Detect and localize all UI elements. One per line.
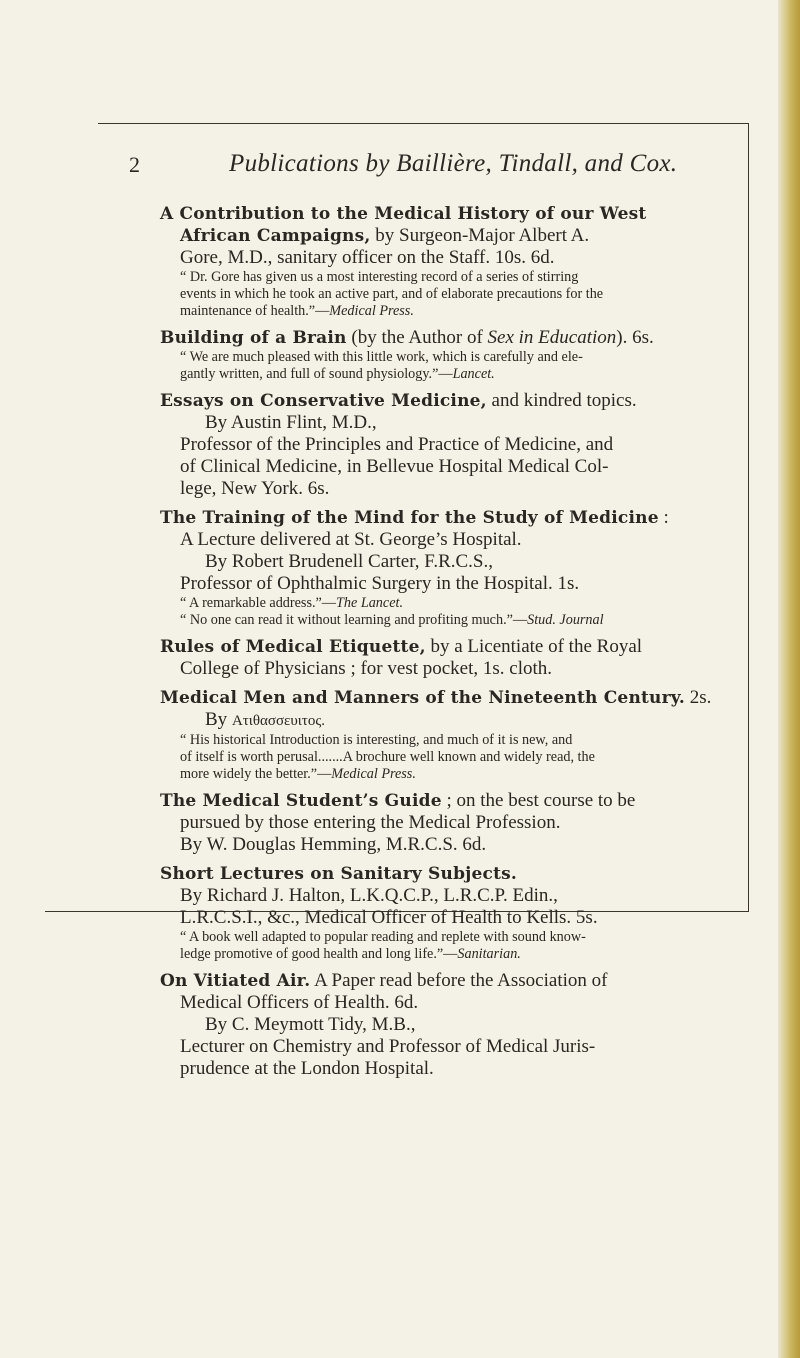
entry-author: by Surgeon-Major Albert A. bbox=[370, 225, 590, 246]
review-text: more widely the better.”— bbox=[180, 766, 332, 782]
entry-detail: of Clinical Medicine, in Bellevue Hospital Medical Col- bbox=[180, 456, 609, 477]
entry-detail: lege, New York. 6s. bbox=[180, 478, 330, 499]
top-rule bbox=[98, 123, 748, 124]
page-header bbox=[129, 152, 749, 186]
entry-detail: prudence at the London Hospital. bbox=[180, 1058, 434, 1079]
entry-title: Short Lectures on Sanitary Subjects. bbox=[160, 864, 518, 884]
review-text: “ A remarkable address.”— bbox=[180, 595, 336, 611]
entry-medical-etiquette bbox=[160, 636, 735, 680]
review-line: events in which he took an active part, and of elaborate precautions for the bbox=[180, 286, 604, 302]
review-text: “ No one can read it without learning and profiting much.”— bbox=[180, 612, 528, 628]
entry-title: Building of a Brain bbox=[160, 328, 347, 348]
entry-title: Rules of Medical Etiquette, bbox=[160, 637, 426, 657]
entry-vitiated-air bbox=[160, 970, 735, 1080]
right-rule bbox=[748, 123, 749, 911]
entry-title: Essays on Conservative Medicine, bbox=[160, 391, 487, 411]
entry-title-line bbox=[160, 790, 735, 812]
entry-building-of-a-brain bbox=[160, 327, 735, 383]
review-line bbox=[160, 366, 735, 383]
entry-title: The Training of the Mind for the Study of Medicine bbox=[160, 508, 659, 528]
entry-detail: L.R.C.S.I., &c., Medical Officer of Health to Kells. 5s. bbox=[180, 907, 598, 928]
entry-text: ). 6s. bbox=[616, 327, 654, 348]
entry-text: by a Licentiate of the Royal bbox=[425, 636, 643, 657]
entry-author bbox=[160, 709, 735, 732]
review-text: maintenance of health.”— bbox=[180, 303, 330, 319]
entry-title: A Contribution to the Medical History of our West bbox=[160, 204, 647, 224]
entry-author: By Austin Flint, M.D., bbox=[205, 412, 377, 433]
entry-detail: Medical Officers of Health. 6d. bbox=[180, 992, 419, 1013]
entry-text: A Paper read before the Association of bbox=[310, 970, 608, 991]
entry-detail: Gore, M.D., sanitary officer on the Staff. 10s. 6d. bbox=[180, 247, 555, 268]
entry-author: By W. Douglas Hemming, M.R.C.S. 6d. bbox=[180, 834, 487, 855]
entry-title-line bbox=[160, 970, 735, 992]
entry-title: On Vitiated Air. bbox=[160, 971, 311, 991]
entry-title-line bbox=[160, 636, 735, 658]
entry-detail: Professor of Ophthalmic Surgery in the Hospital. 1s. bbox=[180, 573, 580, 594]
review-line bbox=[160, 612, 735, 629]
entry-detail: Lecturer on Chemistry and Professor of Medical Juris- bbox=[180, 1036, 596, 1057]
entry-title-line bbox=[160, 225, 735, 247]
review-line: of itself is worth perusal.......A brochure well known and widely read, the bbox=[180, 749, 595, 765]
review-line bbox=[160, 766, 735, 783]
review-source: The Lancet. bbox=[336, 595, 403, 611]
entry-text: ; on the best course to be bbox=[441, 790, 636, 811]
entry-sanitary-subjects bbox=[160, 863, 735, 963]
review-line: “ A book well adapted to popular reading and replete with sound know- bbox=[180, 929, 586, 945]
entry-italic: Sex in Education bbox=[487, 327, 617, 348]
entry-west-african-campaigns bbox=[160, 203, 735, 320]
review-source: Lancet. bbox=[452, 366, 495, 382]
review-source: Medical Press. bbox=[331, 766, 416, 782]
entry-text: : bbox=[658, 507, 669, 528]
page-edge bbox=[778, 0, 800, 1358]
entry-title-line bbox=[160, 687, 735, 709]
entry-author: By Richard J. Halton, L.K.Q.C.P., L.R.C.P. Edin., bbox=[180, 885, 558, 906]
entry-text: (by the Author of bbox=[346, 327, 488, 348]
entry-author: By Robert Brudenell Carter, F.R.C.S., bbox=[205, 551, 493, 572]
entry-detail: Professor of the Principles and Practice of Medicine, and bbox=[180, 434, 614, 455]
review-text: ledge promotive of good health and long life.”— bbox=[180, 946, 458, 962]
review-line bbox=[160, 946, 735, 963]
entry-medical-men-and-manners bbox=[160, 687, 735, 783]
entry-title: The Medical Student’s Guide bbox=[160, 791, 442, 811]
review-source: Stud. Journal bbox=[527, 612, 604, 628]
review-source: Medical Press. bbox=[329, 303, 414, 319]
entry-title-line bbox=[160, 507, 735, 529]
catalogue-content bbox=[160, 203, 735, 1087]
entry-title-line bbox=[160, 203, 735, 225]
entry-title: Medical Men and Manners of the Nineteenth Century. bbox=[160, 688, 686, 708]
entry-detail: pursued by those entering the Medical Profession. bbox=[180, 812, 561, 833]
entry-title-cont: African Campaigns, bbox=[180, 226, 371, 246]
review-line: “ We are much pleased with this little work, which is carefully and ele- bbox=[180, 349, 583, 365]
entry-training-of-the-mind bbox=[160, 507, 735, 629]
entry-detail: College of Physicians ; for vest pocket, 1s. cloth. bbox=[180, 658, 553, 679]
entry-detail: A Lecture delivered at St. George’s Hospital. bbox=[180, 529, 522, 550]
running-head: Publications by Baillière, Tindall, and Cox. bbox=[229, 150, 678, 177]
entry-text: and kindred topics. bbox=[486, 390, 637, 411]
entry-title-line bbox=[160, 327, 735, 349]
review-text: gantly written, and full of sound physiology.”— bbox=[180, 366, 453, 382]
entry-text: 2s. bbox=[685, 687, 712, 708]
entry-author: By C. Meymott Tidy, M.B., bbox=[205, 1014, 416, 1035]
entry-conservative-medicine bbox=[160, 390, 735, 500]
review-source: Sanitarian. bbox=[457, 946, 521, 962]
by-prefix: By bbox=[205, 709, 232, 730]
review-line bbox=[160, 303, 735, 320]
entry-title-line bbox=[160, 863, 735, 885]
review-line bbox=[160, 595, 735, 612]
greek-author: Ατιθασσευιτος. bbox=[231, 713, 326, 729]
entry-title-line bbox=[160, 390, 735, 412]
review-line: “ Dr. Gore has given us a most interesting record of a series of stirring bbox=[180, 269, 579, 285]
entry-medical-students-guide bbox=[160, 790, 735, 856]
review-line: “ His historical Introduction is interesting, and much of it is new, and bbox=[180, 732, 573, 748]
page-number: 2 bbox=[129, 152, 140, 177]
